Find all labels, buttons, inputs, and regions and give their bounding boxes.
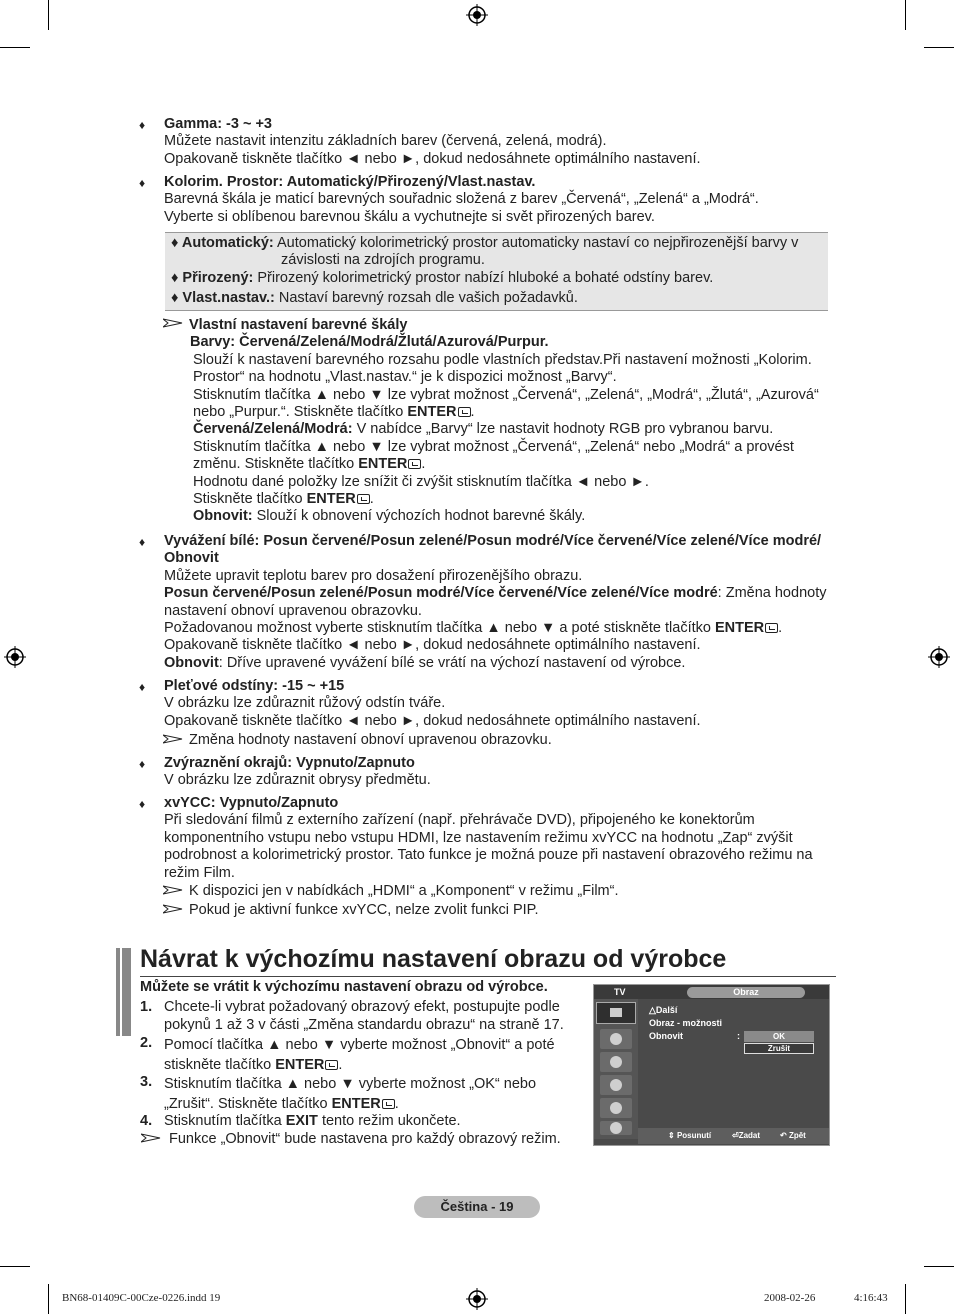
vlastni-line: nebo „Purpur.“. Stiskněte tlačítko ENTER . xyxy=(193,404,475,421)
section-heading: Návrat k výchozímu nastavení obrazu od výrobce xyxy=(140,945,727,973)
vlastni-block xyxy=(189,317,849,526)
vyvazeni-title: Obnovit xyxy=(164,550,219,567)
menu-nav-back: ↶ Zpět xyxy=(780,1131,806,1140)
section-bar xyxy=(116,948,120,1036)
vyvazeni-line: Požadovanou možnost vyberte stisknutím tlačítka ▲ nebo ▼ a poté stiskněte tlačítko ENTER . xyxy=(164,620,783,637)
note-arrow-icon xyxy=(163,734,183,744)
enter-icon xyxy=(382,1099,395,1109)
xvycc-note: Pokud je aktivní funkce xvYCC, nelze zvolit funkci PIP. xyxy=(189,902,539,918)
bullet-icon: ♦ xyxy=(139,680,146,694)
vlastni-line: Prostor“ na hodnotu „Vlast.nastav.“ je k dispozici možnost „Barvy“. xyxy=(193,369,617,386)
menu-channel-icon[interactable] xyxy=(600,1052,632,1072)
vlastni-line: Hodnotu dané položky lze snížit či zvýšit stisknutím tlačítka ◄ nebo ►. xyxy=(193,473,649,490)
step-text: Pomocí tlačítka ▲ nebo ▼ vyberte možnost „Obnovit“ a poté stiskněte tlačítko ENTER . xyxy=(164,1037,555,1073)
vlastni-subtitle: Barvy: Červená/Zelená/Modrá/Žlutá/Azurová/Purpur. xyxy=(190,334,549,351)
menu-nav-move: ⇕ Posunutí xyxy=(668,1131,712,1140)
registration-mark-icon xyxy=(4,646,26,668)
menu-header-tab: Obraz xyxy=(687,987,805,998)
vyvazeni-line: Obnovit: Dříve upravené vyvážení bílé se vrátí na výchozí nastavení od výrobce. xyxy=(164,654,686,671)
vyvazeni-block xyxy=(164,533,844,672)
option-row-automaticky xyxy=(171,235,821,252)
menu-sub-title: Obraz - možnosti xyxy=(649,1018,723,1028)
gamma-line: Můžete nastavit intenzitu základních barev (červená, zelená, modrá). xyxy=(164,133,607,150)
vlastni-line: Stisknutím tlačítka ▲ nebo ▼ lze vybrat možnost „Červená“, „Zelená“, „Modrá“, „Žlutá“, „Azurová“ xyxy=(193,386,819,403)
enter-key-label: ENTER xyxy=(306,491,356,508)
vlastni-line: Červená/Zelená/Modrá: V nabídce „Barvy“ lze nastavit hodnoty RGB pro vybranou barvu. xyxy=(193,421,774,438)
menu-setup-icon[interactable] xyxy=(600,1075,632,1095)
menu-application-icon[interactable] xyxy=(600,1121,632,1135)
enter-key-label: ENTER xyxy=(331,1096,381,1112)
crop-mark xyxy=(48,0,49,30)
vlastni-line: Stisknutím tlačítka ▲ nebo ▼ lze vybrat možnost „Červená“, „Zelená“ nebo „Modrá“ a provést xyxy=(193,438,794,455)
enter-key-label: ENTER xyxy=(407,404,457,421)
enter-icon xyxy=(325,1060,338,1070)
pletove-line: V obrázku lze zdůraznit růžový odstín tváře. xyxy=(164,695,446,712)
step-number: 2. xyxy=(140,1035,153,1051)
section-rule xyxy=(140,976,836,977)
xvycc-line: režim Film. xyxy=(164,864,235,881)
menu-colon: : xyxy=(737,1031,740,1041)
xvycc-block xyxy=(164,795,844,882)
option-text: Přirozený kolorimetrický prostor nabízí hluboké a bohaté odstíny barev. xyxy=(257,270,714,286)
section-intro: Můžete se vrátit k výchozímu nastavení obrazu od výrobce. xyxy=(140,979,548,995)
vyvazeni-title: Vyvážení bílé: Posun červené/Posun zelené/Posun modré/Více červené/Více zelené/Více modré/ xyxy=(164,533,822,549)
gamma-title: Gamma: -3 ~ +3 xyxy=(164,116,272,132)
crop-mark xyxy=(48,1284,49,1314)
footer-file: BN68-01409C-00Cze-0226.indd 19 xyxy=(62,1292,221,1304)
menu-option-ok[interactable]: OK xyxy=(744,1031,814,1042)
crop-mark xyxy=(0,1266,30,1267)
enter-icon xyxy=(765,623,778,633)
note-arrow-icon xyxy=(163,904,183,914)
kolorim-options-table xyxy=(165,232,828,311)
step-number: 1. xyxy=(140,999,153,1015)
bullet-icon: ♦ xyxy=(139,757,146,771)
crop-mark xyxy=(0,47,30,48)
tv-menu-screenshot xyxy=(593,984,830,1146)
vlastni-line: Stiskněte tlačítko ENTER . xyxy=(193,491,374,508)
kolorim-block xyxy=(164,174,844,226)
xvycc-note: K dispozici jen v nabídkách „HDMI“ a „Komponent“ v režimu „Film“. xyxy=(189,883,619,899)
xvycc-line: podrobnost a kolorimetrický prostor. Tato funkce je možná pouze při nastavení obrazového režimu na xyxy=(164,847,813,864)
menu-more-label[interactable]: △Další xyxy=(649,1005,678,1015)
section-steps xyxy=(140,979,580,996)
vlastni-title: Vlastní nastavení barevné škály xyxy=(189,317,408,333)
kolorim-line: Vyberte si oblíbenou barevnou škálu a vychutnejte si svět přirozených barev. xyxy=(164,208,655,225)
step-text: Stisknutím tlačítka EXIT tento režim ukončete. xyxy=(164,1113,461,1129)
vyvazeni-line: Posun červené/Posun zelené/Posun modré/Více červené/Více zelené/Více modré: Změna hodnoty xyxy=(164,585,827,602)
option-text: Nastaví barevný rozsah dle vašich požadavků. xyxy=(278,290,578,306)
enter-icon xyxy=(357,494,370,504)
note-arrow-icon xyxy=(141,1133,161,1143)
option-row-vlast xyxy=(171,290,821,307)
footer-date: 2008-02-26 xyxy=(764,1292,816,1304)
menu-item-obnovit[interactable]: Obnovit xyxy=(649,1031,683,1041)
vlastni-line: změnu. Stiskněte tlačítko ENTER . xyxy=(193,456,426,473)
kolorim-title: Kolorim. Prostor: Automatický/Přirozený/Vlast.nastav. xyxy=(164,174,536,190)
enter-key-label: ENTER xyxy=(714,620,765,637)
bullet-icon: ♦ xyxy=(139,797,146,811)
zvyrazneni-block xyxy=(164,755,844,790)
menu-option-cancel[interactable]: Zrušit xyxy=(744,1043,814,1054)
pletove-line: Opakovaně tiskněte tlačítko ◄ nebo ►, dokud nedosáhnete optimálního nastavení. xyxy=(164,712,701,729)
step-text: Stisknutím tlačítka ▲ nebo ▼ vyberte možnost „OK“ nebo „Zrušit“. Stiskněte tlačítko ENTER . xyxy=(164,1076,537,1112)
vyvazeni-line: Můžete upravit teplotu barev pro dosažení přirozenějšího obrazu. xyxy=(164,567,583,584)
bullet-icon: ♦ xyxy=(139,118,146,132)
xvycc-line: komponentního vstupu nebo vstupu HDMI, lze nastavením režimu xvYCC na hodnotu „Zap“ zvýšit xyxy=(164,829,793,846)
xvycc-title: xvYCC: Vypnuto/Zapnuto xyxy=(164,795,339,811)
page-number-badge: Čeština - 19 xyxy=(414,1196,540,1218)
zvyrazneni-title: Zvýraznění okrajů: Vypnuto/Zapnuto xyxy=(164,755,415,771)
note-arrow-icon xyxy=(163,318,183,328)
menu-nav-enter: ⏎Zadat xyxy=(732,1131,761,1140)
option-row-prirozeny xyxy=(171,270,821,287)
note-arrow-icon xyxy=(163,885,183,895)
vlastni-line: Slouží k nastavení barevného rozsahu podle vlastních představ.Při nastavení možnosti „Kolorim. xyxy=(193,351,812,368)
section-bar xyxy=(122,948,131,1036)
crop-mark xyxy=(905,1284,906,1314)
option-row-automaticky-cont: závislosti na zdrojích programu. xyxy=(281,252,485,268)
registration-mark-icon xyxy=(928,646,950,668)
option-text: Automatický kolorimetrický prostor automaticky nastaví co nejpřirozenější barvy v xyxy=(276,235,799,251)
xvycc-line: Při sledování filmů z externího zařízení (např. přehrávače DVD), připojeného ke konektorům xyxy=(164,812,755,829)
gamma-line: Opakovaně tiskněte tlačítko ◄ nebo ►, dokud nedosáhnete optimálního nastavení. xyxy=(164,150,701,167)
vyvazeni-line: nastavení obnoví upravenou obrazovku. xyxy=(164,602,422,619)
kolorim-line: Barevná škála je maticí barevných souřadnic složená z barev „Červená“, „Zelená“ a „Modrá“. xyxy=(164,191,759,208)
enter-icon xyxy=(458,407,471,417)
pletove-block xyxy=(164,678,844,730)
crop-mark xyxy=(924,47,954,48)
crop-mark xyxy=(905,0,906,30)
enter-key-label: ENTER xyxy=(275,1057,325,1073)
enter-key-label: ENTER xyxy=(358,456,408,473)
pletove-note: Změna hodnoty nastavení obnoví upravenou obrazovku. xyxy=(189,732,552,748)
step-number: 3. xyxy=(140,1074,153,1090)
bullet-icon: ♦ xyxy=(139,535,146,549)
registration-mark-icon xyxy=(466,1288,488,1310)
option-label: ♦ Přirozený: xyxy=(171,270,254,286)
step-number: 4. xyxy=(140,1113,153,1129)
zvyrazneni-line: V obrázku lze zdůraznit obrysy předmětu. xyxy=(164,772,431,789)
menu-input-icon[interactable] xyxy=(600,1098,632,1118)
menu-sound-icon[interactable] xyxy=(600,1029,632,1049)
footer-time: 4:16:43 xyxy=(854,1292,888,1304)
section-note: Funkce „Obnovit“ bude nastavena pro každý obrazový režim. xyxy=(169,1131,561,1147)
gamma-block xyxy=(164,116,844,168)
option-label: ♦ Vlast.nastav.: xyxy=(171,290,275,306)
enter-icon xyxy=(408,459,421,469)
pletove-title: Pleťové odstíny: -15 ~ +15 xyxy=(164,678,345,694)
vlastni-line: Obnovit: Slouží k obnovení výchozích hodnot barevné škály. xyxy=(193,508,586,525)
bullet-icon: ♦ xyxy=(139,176,146,190)
step-text: Chcete-li vybrat požadovaný obrazový efekt, postupujte podle pokynů 1 až 3 v části „Změna standardu obrazu“ na straně 17. xyxy=(164,999,564,1033)
vyvazeni-line: Opakovaně tiskněte tlačítko ◄ nebo ►, dokud nedosáhnete optimálního nastavení. xyxy=(164,637,701,654)
option-label: ♦ Automatický: xyxy=(171,235,274,251)
registration-mark-icon xyxy=(466,4,488,26)
menu-tv-label: TV xyxy=(614,987,626,997)
menu-picture-icon[interactable] xyxy=(596,1002,636,1024)
crop-mark xyxy=(924,1266,954,1267)
